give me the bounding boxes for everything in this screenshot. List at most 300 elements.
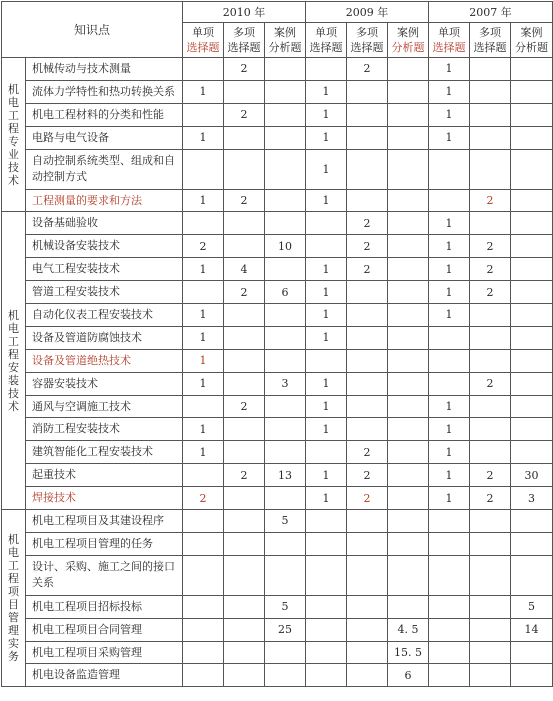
count-cell: 1 bbox=[429, 80, 470, 103]
count-cell: 2 bbox=[224, 189, 265, 212]
count-cell bbox=[265, 149, 306, 189]
count-cell bbox=[224, 235, 265, 258]
count-cell: 1 bbox=[429, 487, 470, 510]
count-cell bbox=[511, 641, 553, 664]
exam-frequency-table bbox=[1, 1, 553, 687]
count-cell: 1 bbox=[306, 258, 347, 281]
count-cell bbox=[470, 395, 511, 418]
count-cell bbox=[306, 532, 347, 555]
count-cell bbox=[470, 510, 511, 533]
count-cell bbox=[470, 58, 511, 81]
count-cell bbox=[347, 664, 388, 687]
table-row bbox=[2, 326, 553, 349]
count-cell: 2 bbox=[183, 235, 224, 258]
header-year: 2007 年 bbox=[429, 2, 553, 23]
table-row bbox=[2, 464, 553, 487]
header-row-years bbox=[2, 2, 553, 23]
category-cell bbox=[2, 212, 26, 510]
count-cell bbox=[347, 189, 388, 212]
count-cell: 1 bbox=[183, 441, 224, 464]
count-cell bbox=[511, 395, 553, 418]
count-cell bbox=[306, 58, 347, 81]
count-cell bbox=[347, 595, 388, 618]
table-body bbox=[2, 58, 553, 687]
count-cell: 1 bbox=[429, 395, 470, 418]
topic-cell: 电气工程安装技术 bbox=[26, 258, 183, 281]
table-row bbox=[2, 126, 553, 149]
count-cell bbox=[224, 349, 265, 372]
topic-cell: 工程测量的要求和方法 bbox=[26, 189, 183, 212]
count-cell: 1 bbox=[429, 103, 470, 126]
topic-cell: 机电工程项目管理的任务 bbox=[26, 532, 183, 555]
count-cell bbox=[265, 441, 306, 464]
header-question-type bbox=[306, 23, 347, 58]
count-cell: 1 bbox=[183, 304, 224, 327]
question-type-line1: 多项 bbox=[479, 26, 502, 39]
question-type-line2: 选择题 bbox=[473, 41, 507, 54]
count-cell bbox=[306, 595, 347, 618]
question-type-line1: 案例 bbox=[397, 26, 420, 39]
count-cell bbox=[429, 664, 470, 687]
table-row bbox=[2, 58, 553, 81]
count-cell: 1 bbox=[306, 395, 347, 418]
count-cell: 1 bbox=[306, 464, 347, 487]
count-cell bbox=[429, 149, 470, 189]
count-cell: 2 bbox=[347, 235, 388, 258]
count-cell bbox=[429, 532, 470, 555]
count-cell bbox=[511, 326, 553, 349]
count-cell bbox=[388, 235, 429, 258]
count-cell: 2 bbox=[470, 189, 511, 212]
count-cell: 1 bbox=[429, 464, 470, 487]
count-cell bbox=[265, 103, 306, 126]
count-cell bbox=[224, 372, 265, 395]
topic-cell: 机电工程材料的分类和性能 bbox=[26, 103, 183, 126]
count-cell bbox=[183, 664, 224, 687]
count-cell bbox=[183, 641, 224, 664]
count-cell bbox=[470, 326, 511, 349]
count-cell bbox=[306, 349, 347, 372]
count-cell bbox=[224, 595, 265, 618]
count-cell bbox=[470, 641, 511, 664]
count-cell: 1 bbox=[183, 326, 224, 349]
count-cell: 1 bbox=[183, 418, 224, 441]
count-cell bbox=[511, 258, 553, 281]
count-cell bbox=[388, 418, 429, 441]
category-label: 机电工程安装技术 bbox=[8, 308, 19, 413]
category-label: 机电工程项目管理实务 bbox=[8, 533, 19, 664]
count-cell bbox=[388, 149, 429, 189]
count-cell bbox=[388, 326, 429, 349]
topic-cell: 机电工程项目及其建设程序 bbox=[26, 510, 183, 533]
count-cell bbox=[224, 487, 265, 510]
count-cell: 25 bbox=[265, 618, 306, 641]
count-cell bbox=[224, 618, 265, 641]
header-question-type bbox=[388, 23, 429, 58]
count-cell bbox=[470, 595, 511, 618]
table-row bbox=[2, 258, 553, 281]
topic-cell: 机电工程项目招标投标 bbox=[26, 595, 183, 618]
count-cell bbox=[224, 80, 265, 103]
table-row bbox=[2, 595, 553, 618]
count-cell bbox=[183, 595, 224, 618]
count-cell bbox=[388, 555, 429, 595]
count-cell: 5 bbox=[511, 595, 553, 618]
count-cell bbox=[224, 555, 265, 595]
count-cell: 1 bbox=[183, 189, 224, 212]
count-cell: 2 bbox=[224, 281, 265, 304]
count-cell bbox=[306, 618, 347, 641]
count-cell bbox=[265, 212, 306, 235]
count-cell bbox=[388, 80, 429, 103]
count-cell bbox=[347, 618, 388, 641]
table-row bbox=[2, 212, 553, 235]
count-cell bbox=[265, 555, 306, 595]
count-cell: 10 bbox=[265, 235, 306, 258]
count-cell: 4. 5 bbox=[388, 618, 429, 641]
count-cell: 1 bbox=[429, 418, 470, 441]
count-cell: 2 bbox=[470, 258, 511, 281]
count-cell bbox=[347, 281, 388, 304]
count-cell bbox=[470, 212, 511, 235]
count-cell bbox=[429, 349, 470, 372]
table-row bbox=[2, 641, 553, 664]
topic-cell: 设备及管道防腐蚀技术 bbox=[26, 326, 183, 349]
table-row bbox=[2, 103, 553, 126]
count-cell bbox=[470, 418, 511, 441]
count-cell bbox=[511, 349, 553, 372]
count-cell: 1 bbox=[306, 189, 347, 212]
question-type-line2: 选择题 bbox=[350, 41, 384, 54]
count-cell: 2 bbox=[183, 487, 224, 510]
header-question-type bbox=[429, 23, 470, 58]
count-cell bbox=[224, 418, 265, 441]
count-cell bbox=[347, 372, 388, 395]
count-cell bbox=[265, 326, 306, 349]
header-question-type bbox=[224, 23, 265, 58]
count-cell: 1 bbox=[306, 326, 347, 349]
count-cell bbox=[388, 189, 429, 212]
count-cell: 5 bbox=[265, 510, 306, 533]
count-cell: 1 bbox=[183, 372, 224, 395]
count-cell: 2 bbox=[470, 372, 511, 395]
count-cell bbox=[306, 510, 347, 533]
count-cell bbox=[265, 418, 306, 441]
count-cell: 1 bbox=[429, 304, 470, 327]
count-cell bbox=[511, 441, 553, 464]
question-type-line2: 分析题 bbox=[391, 41, 425, 54]
count-cell bbox=[347, 510, 388, 533]
count-cell: 2 bbox=[470, 235, 511, 258]
count-cell: 15. 5 bbox=[388, 641, 429, 664]
count-cell bbox=[224, 212, 265, 235]
count-cell: 2 bbox=[224, 58, 265, 81]
count-cell bbox=[224, 326, 265, 349]
question-type-line2: 分析题 bbox=[268, 41, 302, 54]
topic-cell: 机械传动与技术测量 bbox=[26, 58, 183, 81]
count-cell bbox=[388, 395, 429, 418]
count-cell: 1 bbox=[183, 349, 224, 372]
count-cell bbox=[183, 618, 224, 641]
count-cell bbox=[388, 595, 429, 618]
count-cell bbox=[470, 126, 511, 149]
question-type-line1: 案例 bbox=[520, 26, 543, 39]
count-cell bbox=[183, 532, 224, 555]
count-cell: 2 bbox=[347, 58, 388, 81]
count-cell: 3 bbox=[265, 372, 306, 395]
count-cell bbox=[388, 103, 429, 126]
count-cell bbox=[306, 235, 347, 258]
count-cell bbox=[429, 618, 470, 641]
count-cell: 2 bbox=[224, 395, 265, 418]
count-cell bbox=[347, 326, 388, 349]
topic-cell: 自动化仪表工程安装技术 bbox=[26, 304, 183, 327]
topic-cell: 消防工程安装技术 bbox=[26, 418, 183, 441]
table-row bbox=[2, 189, 553, 212]
count-cell bbox=[347, 395, 388, 418]
count-cell bbox=[183, 103, 224, 126]
count-cell bbox=[511, 372, 553, 395]
topic-cell: 机电工程项目合同管理 bbox=[26, 618, 183, 641]
count-cell bbox=[183, 395, 224, 418]
count-cell bbox=[470, 149, 511, 189]
count-cell bbox=[306, 441, 347, 464]
count-cell bbox=[347, 149, 388, 189]
topic-cell: 设计、采购、施工之间的接口关系 bbox=[26, 555, 183, 595]
count-cell: 1 bbox=[429, 235, 470, 258]
count-cell bbox=[388, 349, 429, 372]
count-cell bbox=[347, 418, 388, 441]
topic-cell: 机电设备监造管理 bbox=[26, 664, 183, 687]
count-cell: 2 bbox=[470, 281, 511, 304]
count-cell bbox=[265, 487, 306, 510]
count-cell bbox=[470, 80, 511, 103]
count-cell: 1 bbox=[183, 126, 224, 149]
count-cell bbox=[511, 212, 553, 235]
count-cell: 2 bbox=[347, 441, 388, 464]
count-cell bbox=[183, 464, 224, 487]
count-cell bbox=[388, 532, 429, 555]
header-question-type bbox=[183, 23, 224, 58]
count-cell: 1 bbox=[429, 126, 470, 149]
count-cell bbox=[224, 304, 265, 327]
table-header bbox=[2, 2, 553, 58]
count-cell bbox=[347, 641, 388, 664]
count-cell: 1 bbox=[306, 418, 347, 441]
count-cell: 1 bbox=[183, 258, 224, 281]
table-row bbox=[2, 487, 553, 510]
count-cell bbox=[388, 126, 429, 149]
table-row bbox=[2, 395, 553, 418]
count-cell bbox=[347, 126, 388, 149]
topic-cell: 流体力学特性和热功转换关系 bbox=[26, 80, 183, 103]
count-cell: 1 bbox=[306, 281, 347, 304]
count-cell bbox=[347, 532, 388, 555]
count-cell: 1 bbox=[429, 441, 470, 464]
count-cell bbox=[224, 441, 265, 464]
count-cell bbox=[388, 372, 429, 395]
count-cell bbox=[347, 304, 388, 327]
count-cell bbox=[429, 326, 470, 349]
count-cell bbox=[511, 189, 553, 212]
count-cell bbox=[224, 126, 265, 149]
count-cell bbox=[388, 510, 429, 533]
count-cell bbox=[470, 441, 511, 464]
question-type-line1: 单项 bbox=[192, 26, 215, 39]
topic-cell: 焊接技术 bbox=[26, 487, 183, 510]
count-cell: 13 bbox=[265, 464, 306, 487]
count-cell bbox=[511, 103, 553, 126]
topic-cell: 自动控制系统类型、组成和自动控制方式 bbox=[26, 149, 183, 189]
count-cell bbox=[388, 487, 429, 510]
question-type-line2: 选择题 bbox=[309, 41, 343, 54]
count-cell bbox=[306, 664, 347, 687]
count-cell bbox=[429, 595, 470, 618]
topic-cell: 起重技术 bbox=[26, 464, 183, 487]
header-question-type bbox=[470, 23, 511, 58]
count-cell bbox=[470, 664, 511, 687]
count-cell bbox=[224, 641, 265, 664]
count-cell bbox=[183, 149, 224, 189]
count-cell bbox=[265, 664, 306, 687]
count-cell bbox=[511, 80, 553, 103]
topic-cell: 设备基础验收 bbox=[26, 212, 183, 235]
count-cell bbox=[511, 126, 553, 149]
header-year: 2009 年 bbox=[306, 2, 429, 23]
count-cell bbox=[470, 103, 511, 126]
count-cell bbox=[511, 281, 553, 304]
count-cell bbox=[183, 281, 224, 304]
count-cell bbox=[265, 395, 306, 418]
count-cell bbox=[511, 418, 553, 441]
question-type-line1: 多项 bbox=[233, 26, 256, 39]
question-type-line1: 案例 bbox=[274, 26, 297, 39]
count-cell bbox=[224, 510, 265, 533]
question-type-line1: 多项 bbox=[356, 26, 379, 39]
count-cell: 1 bbox=[306, 126, 347, 149]
count-cell: 1 bbox=[306, 304, 347, 327]
count-cell: 2 bbox=[470, 464, 511, 487]
table-row bbox=[2, 664, 553, 687]
count-cell: 1 bbox=[429, 58, 470, 81]
table-row bbox=[2, 235, 553, 258]
table-row bbox=[2, 372, 553, 395]
count-cell bbox=[470, 555, 511, 595]
count-cell bbox=[183, 212, 224, 235]
count-cell: 1 bbox=[183, 80, 224, 103]
count-cell: 2 bbox=[347, 258, 388, 281]
table-row bbox=[2, 80, 553, 103]
count-cell: 2 bbox=[347, 212, 388, 235]
count-cell bbox=[347, 349, 388, 372]
count-cell bbox=[470, 304, 511, 327]
count-cell bbox=[511, 664, 553, 687]
count-cell bbox=[265, 189, 306, 212]
table-row bbox=[2, 418, 553, 441]
question-type-line2: 选择题 bbox=[227, 41, 261, 54]
count-cell bbox=[224, 664, 265, 687]
count-cell bbox=[429, 555, 470, 595]
count-cell bbox=[429, 510, 470, 533]
count-cell bbox=[511, 149, 553, 189]
table-row bbox=[2, 149, 553, 189]
topic-cell: 设备及管道绝热技术 bbox=[26, 349, 183, 372]
count-cell bbox=[265, 304, 306, 327]
count-cell: 1 bbox=[429, 281, 470, 304]
question-type-line1: 单项 bbox=[315, 26, 338, 39]
category-cell bbox=[2, 510, 26, 687]
count-cell bbox=[265, 349, 306, 372]
count-cell: 2 bbox=[224, 464, 265, 487]
count-cell bbox=[347, 80, 388, 103]
count-cell bbox=[511, 58, 553, 81]
topic-cell: 通风与空调施工技术 bbox=[26, 395, 183, 418]
count-cell bbox=[429, 641, 470, 664]
count-cell bbox=[511, 304, 553, 327]
count-cell: 1 bbox=[306, 103, 347, 126]
count-cell: 2 bbox=[347, 464, 388, 487]
count-cell bbox=[470, 532, 511, 555]
table-row bbox=[2, 555, 553, 595]
count-cell bbox=[388, 464, 429, 487]
count-cell bbox=[265, 641, 306, 664]
count-cell bbox=[224, 149, 265, 189]
question-type-line2: 选择题 bbox=[432, 41, 466, 54]
topic-cell: 容器安装技术 bbox=[26, 372, 183, 395]
question-type-line2: 选择题 bbox=[186, 41, 220, 54]
count-cell: 1 bbox=[306, 372, 347, 395]
count-cell: 1 bbox=[429, 212, 470, 235]
table-row bbox=[2, 441, 553, 464]
count-cell bbox=[470, 349, 511, 372]
count-cell bbox=[511, 555, 553, 595]
count-cell bbox=[265, 80, 306, 103]
count-cell bbox=[470, 618, 511, 641]
count-cell bbox=[306, 641, 347, 664]
count-cell: 2 bbox=[224, 103, 265, 126]
count-cell bbox=[388, 281, 429, 304]
count-cell bbox=[388, 58, 429, 81]
question-type-line1: 单项 bbox=[438, 26, 461, 39]
count-cell bbox=[347, 103, 388, 126]
count-cell: 6 bbox=[388, 664, 429, 687]
count-cell bbox=[183, 510, 224, 533]
category-label: 机电工程专业技术 bbox=[8, 82, 19, 187]
count-cell: 4 bbox=[224, 258, 265, 281]
count-cell bbox=[511, 510, 553, 533]
table-row bbox=[2, 618, 553, 641]
topic-cell: 电路与电气设备 bbox=[26, 126, 183, 149]
count-cell: 2 bbox=[470, 487, 511, 510]
count-cell: 5 bbox=[265, 595, 306, 618]
count-cell bbox=[265, 258, 306, 281]
count-cell bbox=[265, 126, 306, 149]
count-cell: 14 bbox=[511, 618, 553, 641]
count-cell: 2 bbox=[347, 487, 388, 510]
count-cell bbox=[265, 532, 306, 555]
header-question-type bbox=[347, 23, 388, 58]
topic-cell: 机械设备安装技术 bbox=[26, 235, 183, 258]
count-cell bbox=[511, 532, 553, 555]
table-row bbox=[2, 281, 553, 304]
count-cell: 1 bbox=[306, 80, 347, 103]
count-cell: 3 bbox=[511, 487, 553, 510]
header-knowledge: 知识点 bbox=[2, 2, 183, 58]
header-question-type bbox=[265, 23, 306, 58]
count-cell: 6 bbox=[265, 281, 306, 304]
question-type-line2: 分析题 bbox=[515, 41, 549, 54]
count-cell: 30 bbox=[511, 464, 553, 487]
